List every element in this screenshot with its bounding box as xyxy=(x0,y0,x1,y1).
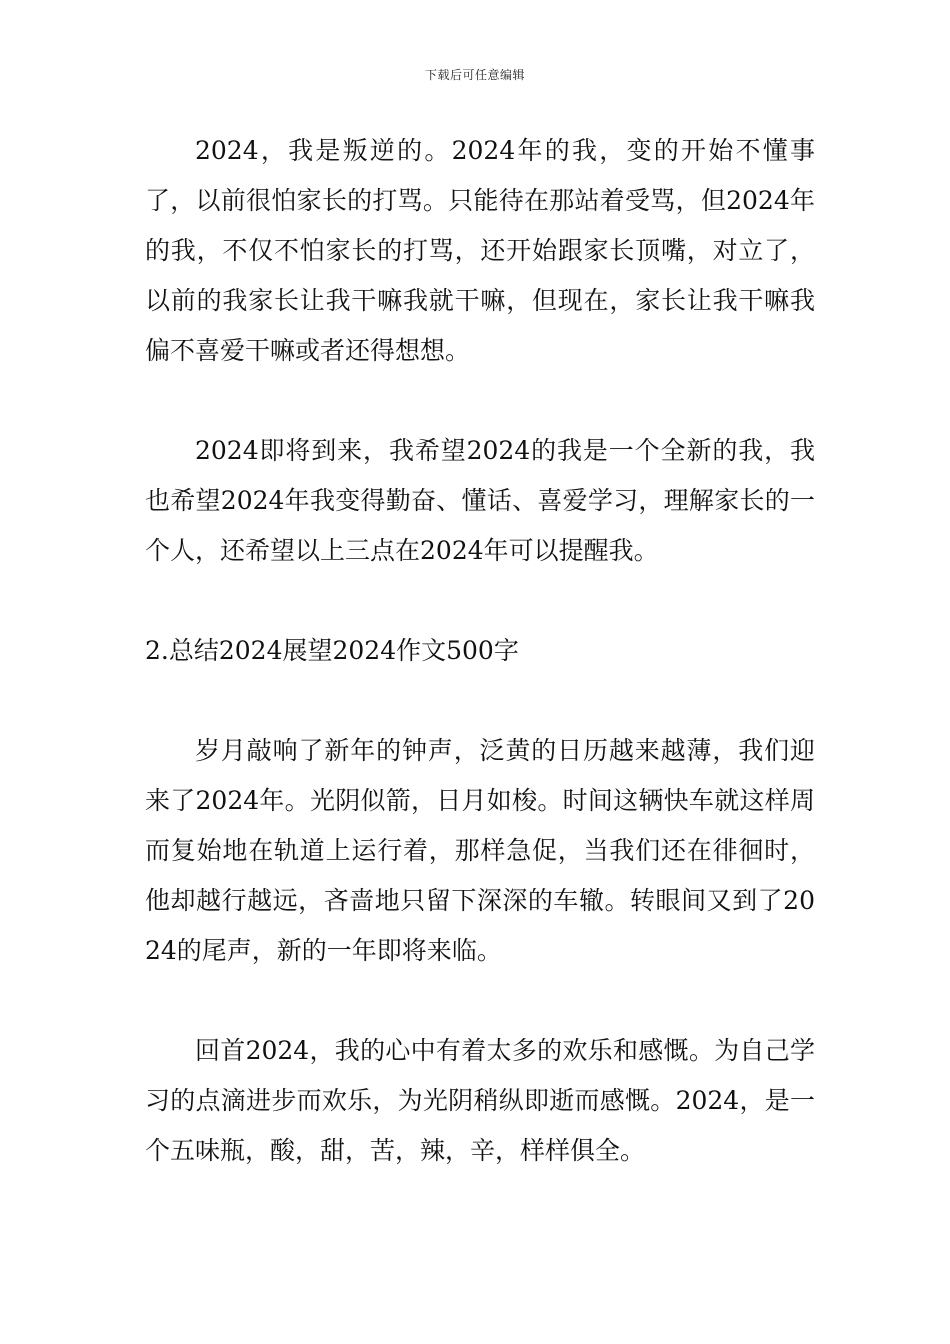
paragraph-review: 回首2024，我的心中有着太多的欢乐和感慨。为自己学习的点滴进步而欢乐，为光阴稍纵即逝而感慨。2024，是一个五味瓶，酸，甜，苦，辣，辛，样样俱全。 xyxy=(145,1036,815,1165)
document-body xyxy=(145,126,815,1226)
paragraph-rebellious: 2024，我是叛逆的。2024年的我，变的开始不懂事了，以前很怕家长的打骂。只能待在那站着受骂，但2024年的我，不仅不怕家长的打骂，还开始跟家长顶嘴，对立了，以前的我家长让我干嘛我就干嘛，但现在，家长让我干嘛我偏不喜爱干嘛或者还得想想。 xyxy=(145,136,815,365)
page-header-note: 下载后可任意编辑 xyxy=(424,68,525,82)
paragraph-hope: 2024即将到来，我希望2024的我是一个全新的我，我也希望2024年我变得勤奋、懂话、喜爱学习，理解家长的一个人，还希望以上三点在2024年可以提醒我。 xyxy=(145,436,815,565)
section-heading: 2.总结2024展望2024作文500字 xyxy=(145,636,519,665)
paragraph-new-year: 岁月敲响了新年的钟声，泛黄的日历越来越薄，我们迎来了2024年。光阴似箭，日月如梭。时间这辆快车就这样周而复始地在轨道上运行着，那样急促，当我们还在徘徊时，他却越行越远，吝啬地只留下深深的车辙。转眼间又到了2024的尾声，新的一年即将来临。 xyxy=(145,736,815,965)
